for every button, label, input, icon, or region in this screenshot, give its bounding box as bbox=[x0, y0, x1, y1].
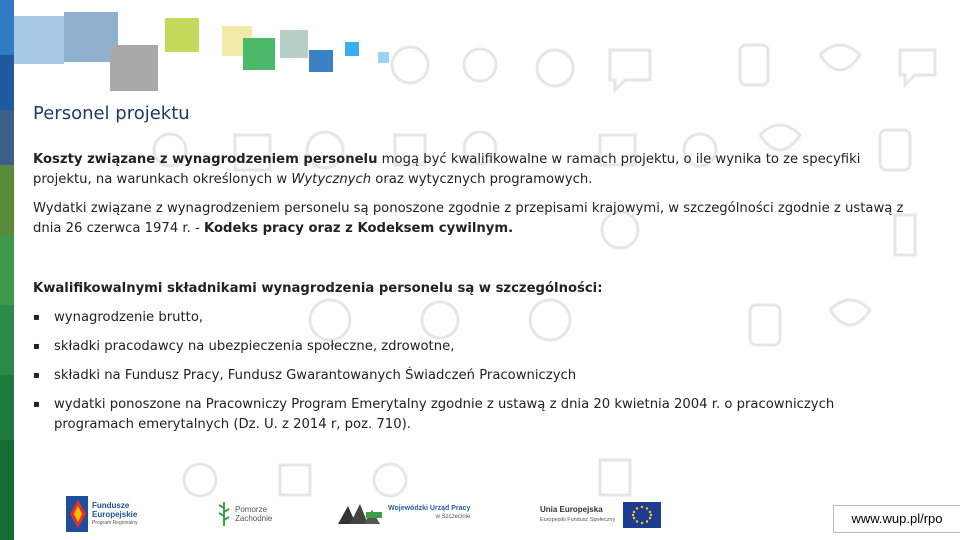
wheat-icon bbox=[216, 500, 232, 528]
bullet-icon: ▪ bbox=[33, 341, 40, 352]
paragraph-costs-bold: Koszty związane z wynagrodzeniem personelu bbox=[33, 152, 378, 167]
wup-logo: Wojewódzki Urząd Pracy w Szczecinie bbox=[336, 500, 470, 526]
fundusze-europejskie-logo: Fundusze Europejskie Program Regionalny bbox=[66, 496, 138, 532]
list-item: ▪ składki pracodawcy na ubezpieczenia społeczne, zdrowotne, bbox=[33, 337, 913, 357]
wup-blocks-icon bbox=[336, 500, 384, 526]
slide-body bbox=[33, 150, 913, 444]
paragraph-costs-text-a: mogą być kwalifikowalne w ramach projektu, o ile wynika to ze specyfiki projektu, na warunkach określonych w bbox=[33, 152, 861, 187]
list-heading: Kwalifikowalnymi składnikami wynagrodzenia personelu są w szczególności: bbox=[33, 281, 603, 296]
list-item: ▪ wynagrodzenie brutto, bbox=[33, 308, 913, 328]
left-sidebar-stripe bbox=[0, 0, 14, 540]
fe-star-icon bbox=[66, 496, 88, 532]
bullet-icon: ▪ bbox=[33, 370, 40, 381]
list-item: ▪ składki na Fundusz Pracy, Fundusz Gwarantowanych Świadczeń Pracowniczych bbox=[33, 366, 913, 386]
footer-logos bbox=[0, 490, 960, 540]
list-item: ▪ wydatki ponoszone na Pracowniczy Program Emerytalny zgodnie z ustawą z dnia 20 kwietnia 2004 r. o pracowniczych programach emerytalnych (Dz. U. z 2014 r, poz. 710). bbox=[33, 397, 835, 432]
paragraph-expenses bbox=[33, 199, 913, 239]
eu-flag-icon bbox=[623, 502, 661, 528]
bullet-icon: ▪ bbox=[33, 312, 40, 323]
paragraph-expenses-text: Wydatki związane z wynagrodzeniem personelu są ponoszone zgodnie z przepisami krajowymi, w szczególności zgodnie z ustawą z dnia 26 czerwca 1974 r. - bbox=[33, 201, 904, 236]
bullet-icon: ▪ bbox=[33, 399, 40, 410]
paragraph-expenses-bold: Kodeks pracy oraz z Kodeksem cywilnym. bbox=[203, 221, 514, 236]
paragraph-costs bbox=[33, 150, 913, 190]
website-url[interactable]: www.wup.pl/rpo bbox=[833, 505, 960, 533]
paragraph-costs-text-b: oraz wytycznych programowych. bbox=[371, 172, 593, 187]
slide-title: Personel projektu bbox=[33, 103, 190, 124]
bullet-list bbox=[33, 308, 913, 435]
unia-europejska-logo: Unia Europejska Europejski Fundusz Społeczny bbox=[540, 502, 661, 528]
paragraph-costs-italic: Wytycznych bbox=[291, 172, 372, 187]
pomorze-zachodnie-logo: Pomorze Zachodnie bbox=[216, 500, 272, 528]
